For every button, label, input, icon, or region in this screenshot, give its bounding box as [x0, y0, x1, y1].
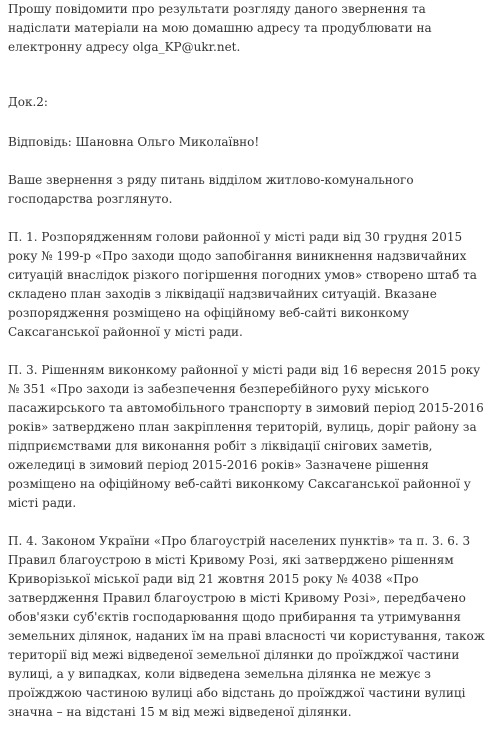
greeting: Відповідь: Шановна Ольго Миколаївно! [8, 135, 260, 149]
paragraph-1: П. 1. Розпорядженням голови районної у місті ради від 30 грудня 2015 року № 199-р «Про заходи щодо запобігання виникнення надзвичайних ситуацій внаслідок різкого погіршення погодних умов» створено штаб та складено план заходів з ліквідації надзвичайних ситуацій. Вказане розпорядження розміщено на офіційному веб-сайті виконкому Саксаганської районної у місті ради. [8, 230, 477, 339]
acknowledgement-paragraph: Ваше звернення з ряду питань відділом житлово-комунального господарства розглянуто. [8, 173, 414, 206]
document-body [8, 0, 486, 741]
paragraph-4: П. 4. Законом України «Про благоустрій населених пунктів» та п. 3. 6. 3 Правил благоустрою в місті Кривому Розі, які затверджено рішенням Криворізької міської ради від 21 жовтня 2015 року № 4038 «Про затвердження Правил благоустрою в місті Кривому Розі», передбачено обов'язки суб'єктів господарювання щодо прибирання та утримування земельних ділянок, наданих їм на праві власності чи користування, також території від межі відведеної земельної ділянки до проїжджої частини вулиці, а у випадках, коли відведена земельна ділянка не межує з проїжджою частиною вулиці або відстань до проїжджої частини вулиці значна – на відстані 15 м від межі відведеної ділянки. [8, 534, 485, 719]
intro-paragraph: Прошу повідомити про результати розгляду даного звернення та надіслати матеріали на мою домашню адресу та продублювати на електронну адресу olga_KP@ukr.net. [8, 2, 432, 54]
paragraph-3: П. 3. Рішенням виконкому районної у місті ради від 16 вересня 2015 року № 351 «Про заходи із забезпечення безперебійного руху міського пасажирського та автомобільного транспорту в зимовий період 2015-2016 років» затверджено план закріплення територій, вулиць, доріг району за підприємствами для виконання робіт з ліквідації снігових заметів, ожеледиці в зимовий період 2015-2016 років» Зазначене рішення розміщено на офіційному веб-сайті виконкому Саксаганської районної у місті ради. [8, 363, 484, 510]
document-number: Док.2: [8, 95, 48, 109]
